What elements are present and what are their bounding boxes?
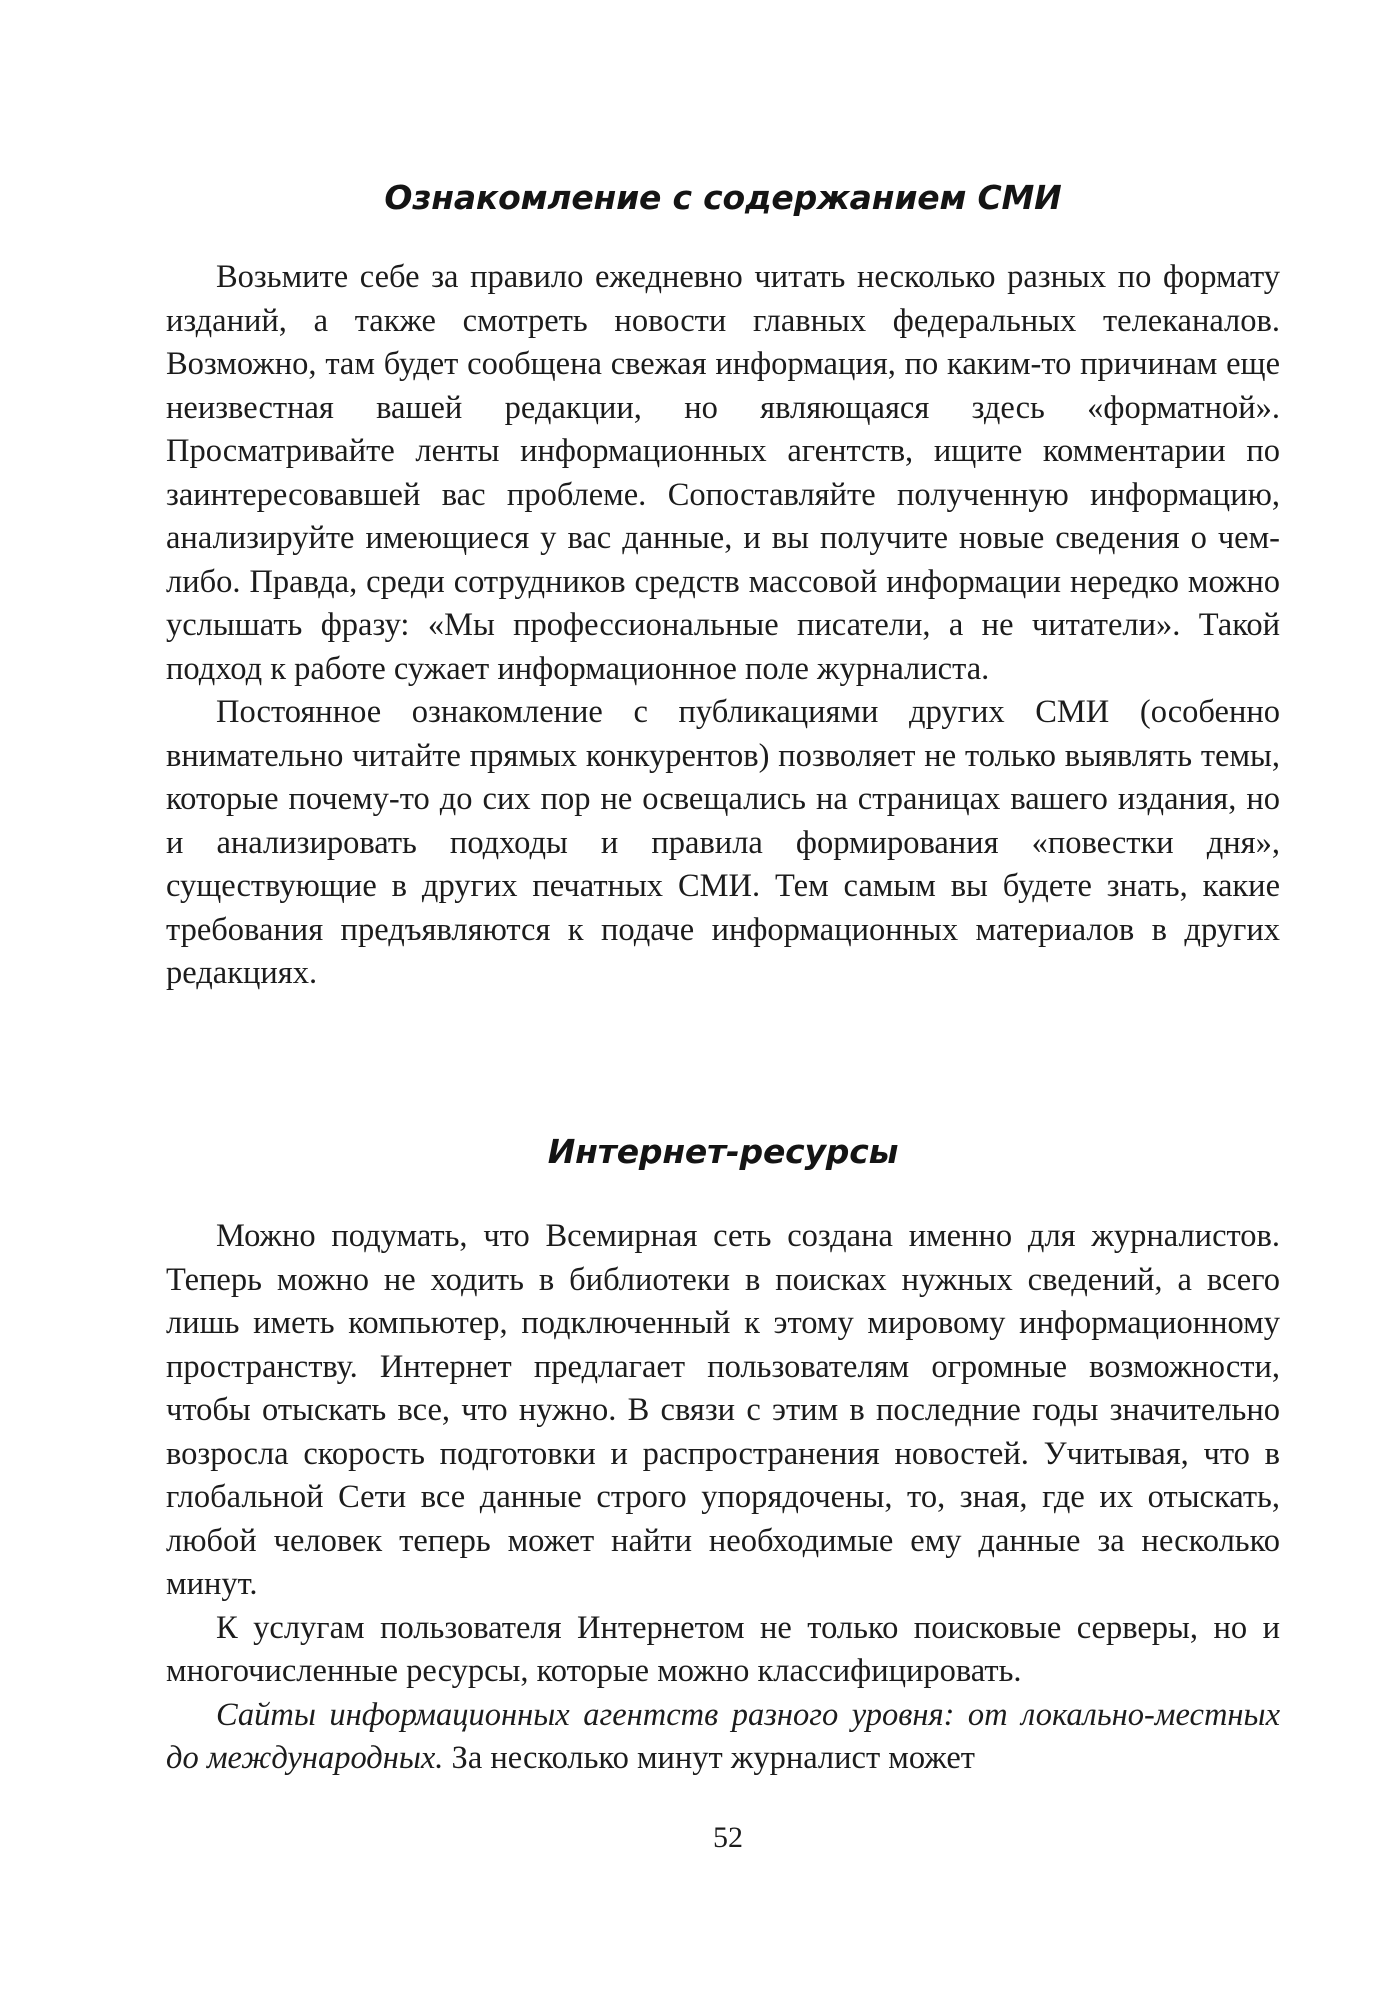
paragraph: Можно подумать, что Всемирная сеть создана именно для журналистов. Теперь можно не ходить в библиотеки в поисках нужных сведений, а всего лишь иметь компьютер, подключенный к этому мировому информационному пространству. Интернет предлагает пользователям огромные возможности, чтобы отыскать все, что нужно. В связи с этим в последние годы значительно возросла скорость подготовки и распространения новостей. Учитывая, что в глобальной Сети все данные строго упорядочены, то, зная, где их отыскать, любой человек теперь может найти необходимые ему данные за несколько минут. <box>166 1218 1280 1602</box>
paragraph <box>166 1694 1280 1781</box>
section-heading-internet-resources: Интернет-ресурсы <box>547 1132 899 1171</box>
section-heading-media-review: Ознакомление с содержанием СМИ <box>384 178 1062 217</box>
paragraph-text: За несколько минут журналист может <box>443 1740 975 1776</box>
paragraph: К услугам пользователя Интернетом не только поисковые серверы, но и многочисленные ресурсы, которые можно классифицировать. <box>166 1609 1280 1689</box>
paragraph: Возьмите себе за правило ежедневно читать несколько разных по формату изданий, а также смотреть новости главных федеральных телеканалов. Возможно, там будет сообщена свежая информация, по каким-то причинам еще неизвестная вашей редакции, но являющаяся здесь «форматной». Просматривайте ленты информационных агентств, ищите комментарии по заинтересовавшей вас проблеме. Сопоставляйте полученную информацию, анализируйте имеющиеся у вас данные, и вы получите новые сведения о чем-либо. Правда, среди сотрудников средств массовой информации нередко можно услышать фразу: «Мы профессиональные писатели, а не читатели». Такой подход к работе сужает информационное поле журналиста. <box>166 259 1280 687</box>
italic-term: Сайты информационных агентств разного уровня: от локально-местных до международных. <box>166 1696 1280 1776</box>
section-body-internet-resources <box>166 1215 1280 1781</box>
page-number: 52 <box>713 1821 743 1854</box>
section-body-media-review <box>166 256 1280 996</box>
paragraph: Постоянное ознакомление с публикациями других СМИ (особенно внимательно читайте прямых конкурентов) позволяет не только выявлять темы, которые почему-то до сих пор не освещались на страницах вашего издания, но и анализировать подходы и правила формирования «повестки дня», существующие в других печатных СМИ. Тем самым вы будете знать, какие требования предъявляются к подаче информационных материалов в других редакциях. <box>166 694 1280 991</box>
